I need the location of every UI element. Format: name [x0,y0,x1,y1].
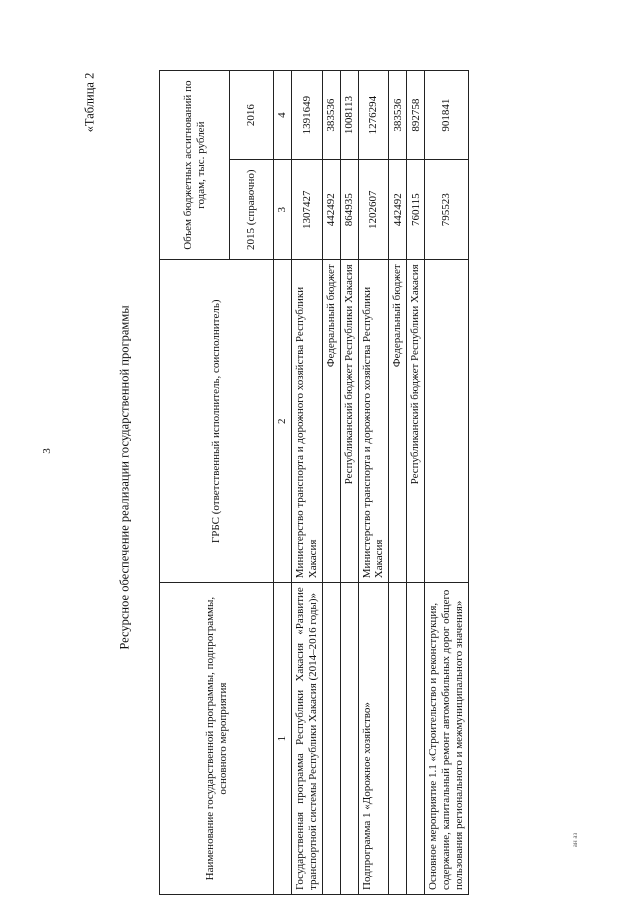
index-row [274,71,292,895]
row-name [322,583,340,895]
row-value-2016: 1276294 [358,71,389,160]
row-grbs: Федеральный бюджет [389,260,407,583]
row-name [407,583,425,895]
table-row [389,71,407,895]
row-grbs: Министерство транспорта и дорожного хозяйства Республики Хакасия [358,260,389,583]
header-grbs: ГРБС (ответственный исполнитель, соисполнитель) [160,260,274,583]
row-value-2015: 442492 [322,160,340,260]
table-row [407,71,425,895]
row-grbs: Республиканский бюджет Республики Хакасия [340,260,358,583]
row-value-2016: 383536 [322,71,340,160]
row-value-2016: 383536 [389,71,407,160]
row-name [389,583,407,895]
table-row [340,71,358,895]
row-name: Подпрограмма 1 «Дорожное хозяйство» [358,583,389,895]
row-value-2016: 1391649 [292,71,323,160]
margin-note: ан аз [571,832,580,848]
index-cell: 3 [274,160,292,260]
index-cell: 1 [274,583,292,895]
row-value-2016: 901841 [425,71,469,160]
row-grbs [425,260,469,583]
row-value-2016: 892758 [407,71,425,160]
table-row [425,71,469,895]
table-row [322,71,340,895]
header-row-1 [160,71,230,895]
page-title: Ресурсное обеспечение реализации государственной программы [117,305,132,650]
header-year-2016: 2016 [230,71,274,160]
row-value-2015: 795523 [425,160,469,260]
row-value-2015: 1202607 [358,160,389,260]
table-row [292,71,323,895]
row-value-2016: 1008113 [340,71,358,160]
header-program-name: Наименование государственной программы, подпрограммы, основного мероприятия [160,583,274,895]
header-year-2015: 2015 (справочно) [230,160,274,260]
row-name: Основное мероприятие 1.1 «Строительство и реконструкция, содержание, капитальный ремонт автомобильных дорог общего пользования регионального и межмуниципального значения» [425,583,469,895]
row-value-2015: 442492 [389,160,407,260]
row-name [340,583,358,895]
row-grbs: Министерство транспорта и дорожного хозяйства Республики Хакасия [292,260,323,583]
page-number: 3 [40,448,53,454]
resource-table-container [159,70,469,895]
resource-table [159,70,469,895]
row-value-2015: 760115 [407,160,425,260]
table-label: «Таблица 2 [82,72,97,133]
row-value-2015: 864935 [340,160,358,260]
index-cell: 4 [274,71,292,160]
row-grbs: Федеральный бюджет [322,260,340,583]
row-grbs: Республиканский бюджет Республики Хакасия [407,260,425,583]
table-row [358,71,389,895]
row-value-2015: 1307427 [292,160,323,260]
index-cell: 2 [274,260,292,583]
header-budget-group: Объем бюджетных ассигнований по годам, тыс. рублей [160,71,230,260]
row-name: Государственная программа Республики Хакасия «Развитие транспортной системы Республики Хакасия (2014–2016 годы)» [292,583,323,895]
